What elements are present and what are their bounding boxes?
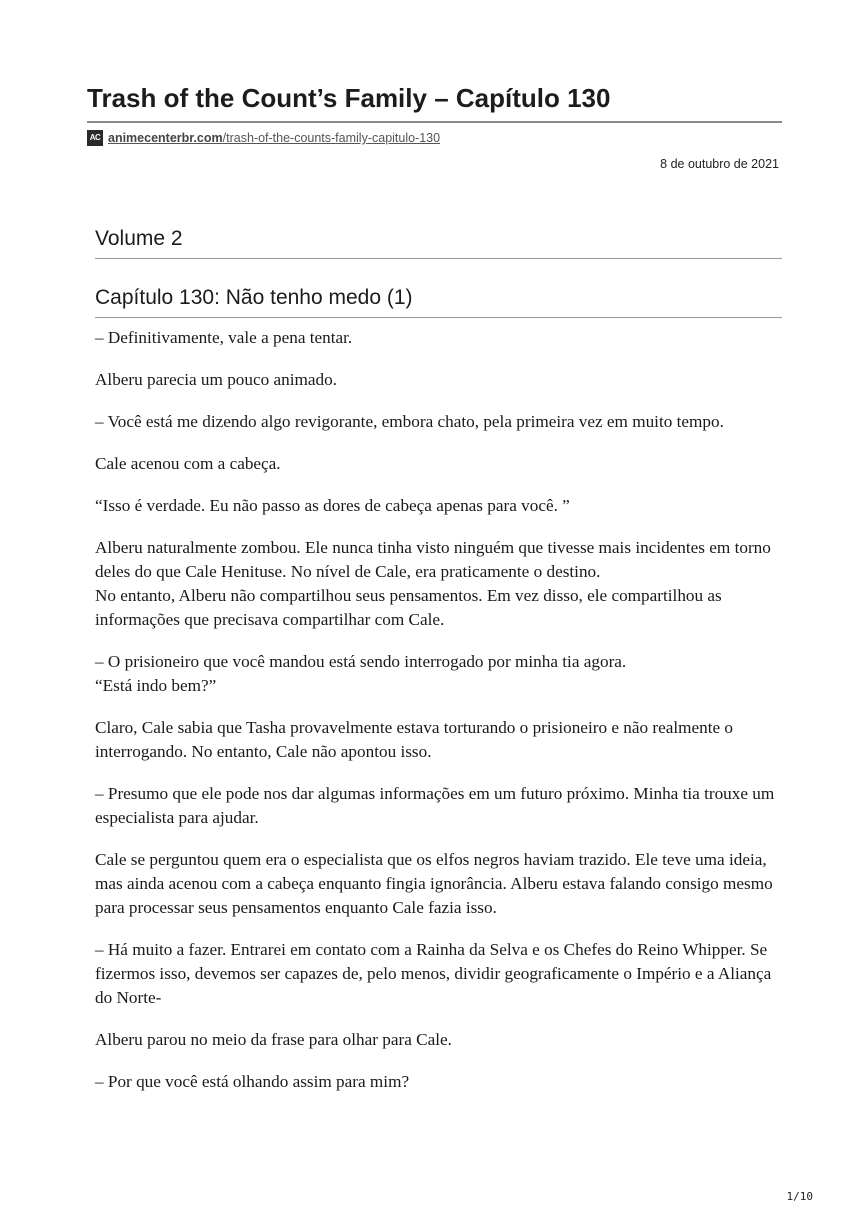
paragraph-line: – Por que você está olhando assim para mim? <box>95 1072 410 1091</box>
chapter-divider <box>95 317 782 318</box>
paragraph-line: – Presumo que ele pode nos dar algumas informações em um futuro próximo. Minha tia trouxe um especialista para ajudar. <box>95 784 775 827</box>
paragraph-line: Claro, Cale sabia que Tasha provavelmente estava torturando o prisioneiro e não realmente o interrogando. No entanto, Cale não apontou isso. <box>95 718 734 761</box>
volume-divider <box>95 258 782 259</box>
source-domain: animecenterbr.com <box>108 131 223 145</box>
paragraph-line: Cale se perguntou quem era o especialista que os elfos negros haviam trazido. Ele teve uma ideia, mas ainda acenou com a cabeça enquanto fingia ignorância. Alberu estava falando consigo mesmo para processar seus pensamentos enquanto Cale fazia isso. <box>95 850 773 917</box>
paragraph <box>95 716 790 764</box>
chapter-body <box>95 326 790 1112</box>
paragraph <box>95 848 790 920</box>
source-line <box>87 129 440 147</box>
chapter-heading: Capítulo 130: Não tenho medo (1) <box>95 286 413 309</box>
source-path: /trash-of-the-counts-family-capitulo-130 <box>222 131 441 145</box>
paragraph <box>95 326 790 350</box>
title-divider <box>87 121 782 123</box>
paragraph <box>95 782 790 830</box>
paragraph <box>95 536 790 632</box>
paragraph-line: – Definitivamente, vale a pena tentar. <box>95 328 353 347</box>
paragraph-line: – Você está me dizendo algo revigorante, embora chato, pela primeira vez em muito tempo. <box>95 412 724 431</box>
paragraph <box>95 1028 790 1052</box>
paragraph-line: No entanto, Alberu não compartilhou seus pensamentos. Em vez disso, ele compartilhou as informações que precisava compartilhar com Cale. <box>95 586 722 629</box>
page-title: Trash of the Count’s Family – Capítulo 130 <box>87 83 611 113</box>
page-number: 1/10 <box>786 1190 813 1203</box>
paragraph-line: “Isso é verdade. Eu não passo as dores de cabeça apenas para você. ” <box>95 496 570 515</box>
paragraph-line: Alberu parou no meio da frase para olhar para Cale. <box>95 1030 452 1049</box>
paragraph-line: “Está indo bem?” <box>95 676 217 695</box>
source-link[interactable] <box>108 131 440 145</box>
paragraph <box>95 410 790 434</box>
paragraph <box>95 368 790 392</box>
paragraph-line: – Há muito a fazer. Entrarei em contato com a Rainha da Selva e os Chefes do Reino Whipper. Se fizermos isso, devemos ser capazes de, pelo menos, dividir geograficamente o Império e a Aliança do Norte- <box>95 940 772 1007</box>
volume-heading: Volume 2 <box>95 227 183 250</box>
paragraph <box>95 938 790 1010</box>
paragraph <box>95 650 790 698</box>
paragraph-line: Alberu parecia um pouco animado. <box>95 370 337 389</box>
paragraph-line: – O prisioneiro que você mandou está sendo interrogado por minha tia agora. <box>95 652 627 671</box>
paragraph <box>95 1070 790 1094</box>
paragraph-line: Cale acenou com a cabeça. <box>95 454 281 473</box>
publish-date: 8 de outubro de 2021 <box>660 157 779 171</box>
paragraph <box>95 452 790 476</box>
paragraph <box>95 494 790 518</box>
paragraph-line: Alberu naturalmente zombou. Ele nunca tinha visto ninguém que tivesse mais incidentes em torno deles do que Cale Henituse. No nível de Cale, era praticamente o destino. <box>95 538 771 581</box>
site-favicon-icon: AC <box>87 130 103 146</box>
